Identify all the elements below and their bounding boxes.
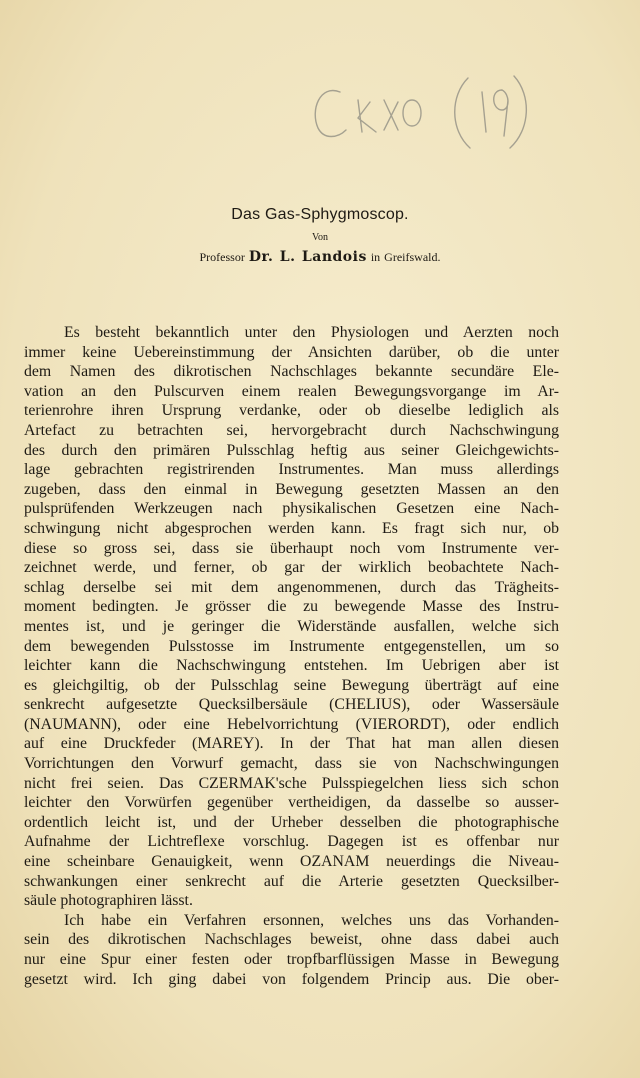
body-line: Ich habe ein Verfahren ersonnen, welches uns das Vorhanden- xyxy=(64,911,559,929)
body-line: dem bewegenden Pulsstosse im Instrumente entgegenstellen, um so xyxy=(24,637,559,655)
von-line: Von xyxy=(312,232,328,243)
byline-suffix: in Greifswald. xyxy=(370,250,441,264)
body-line: leichter den Vorwürfen gegenüber vertheidigen, da dasselbe so ausser- xyxy=(24,794,559,812)
body-line: schwankungen einer senkrecht auf die Arterie gesetzten Quecksilber- xyxy=(24,872,559,890)
body-line: vation an den Pulscurven einem realen Bewegungsvorgange im Ar- xyxy=(24,382,559,400)
body-line: leichter kann die Nachschwingung entstehen. Im Uebrigen aber ist xyxy=(24,657,559,675)
body-line: (NAUMANN), oder eine Hebelvorrichtung (VIERORDT), oder endlich xyxy=(24,715,559,733)
author-name: Dr. L. Landois xyxy=(248,249,367,265)
body-line: lage gebrachten registrirenden Instrumentes. Man muss allerdings xyxy=(24,461,559,479)
body-line: gesetzt wird. Ich ging dabei von folgendem Princip aus. Die ober- xyxy=(24,970,559,988)
body-text xyxy=(24,323,559,989)
author-byline xyxy=(0,249,640,265)
byline-prefix: Professor xyxy=(199,250,245,264)
body-line: Vorrichtungen den Vorwurf gemacht, dass sie von Nachschwingungen xyxy=(24,755,559,773)
body-line: diese so gross sei, dass sie überhaupt noch vom Instrumente ver- xyxy=(24,539,559,557)
body-line: des durch den primären Pulsschlag heftig aus seiner Gleichgewichts- xyxy=(24,441,559,459)
body-line: säule photographiren lässt. xyxy=(24,892,193,910)
body-line: moment bedingten. Je grösser die zu bewegende Masse des Instru- xyxy=(24,598,559,616)
body-line: zugeben, dass den einmal in Bewegung gesetzten Massen an den xyxy=(24,480,559,498)
body-line: schlag derselbe sei mit dem angenommenen, durch das Trägheits- xyxy=(24,578,559,596)
article-title: Das Gas-Sphygmoscop. xyxy=(231,206,409,223)
body-line: Aufnahme der Lichtreflexe vorschlug. Dagegen ist es offenbar nur xyxy=(24,833,559,851)
body-line: terienrohre ihren Ursprung verdanke, oder ob dieselbe lediglich als xyxy=(24,402,559,420)
handwritten-catalog-mark xyxy=(300,70,530,150)
body-line: Artefact zu betrachten sei, hervorgebracht durch Nachschwingung xyxy=(24,421,559,439)
body-line: eine scheinbare Genauigkeit, wenn OZANAM neuerdings die Niveau- xyxy=(24,853,559,871)
body-line: immer keine Uebereinstimmung der Ansichten darüber, ob die unter xyxy=(24,343,559,361)
body-line: senkrecht aufgesetzte Quecksilbersäule (CHELIUS), oder Wassersäule xyxy=(24,696,559,714)
body-line: mentes ist, und je geringer die Widerstände ausfallen, welche sich xyxy=(24,617,559,635)
body-line: nicht frei seien. Das CZERMAK'sche Pulsspiegelchen liess sich schon xyxy=(24,774,559,792)
body-line: es gleichgiltig, ob der Pulsschlag seine Bewegung überträgt auf eine xyxy=(24,676,559,694)
body-line: auf eine Druckfeder (MAREY). In der That hat man allen diesen xyxy=(24,735,559,753)
body-line: schwingung nicht abgesprochen werden kann. Es fragt sich nur, ob xyxy=(24,519,559,537)
body-line: pulsprüfenden Werkzeugen nach physikalischen Gesetzen eine Nach- xyxy=(24,500,559,518)
body-line: zeichnet werde, und ferner, ob gar der wirklich beobachtete Nach- xyxy=(24,559,559,577)
body-line: Es besteht bekanntlich unter den Physiologen und Aerzten noch xyxy=(64,324,559,341)
body-line: nur eine Spur einer festen oder tropfbarflüssigen Masse in Bewegung xyxy=(24,951,559,968)
body-line: sein des dikrotischen Nachschlages beweist, ohne dass dabei auch xyxy=(24,931,559,949)
body-line: ordentlich leicht ist, und der Urheber desselben die photographische xyxy=(24,813,559,831)
body-line: dem Namen des dikrotischen Nachschlages bekannte secundäre Ele- xyxy=(24,363,559,381)
